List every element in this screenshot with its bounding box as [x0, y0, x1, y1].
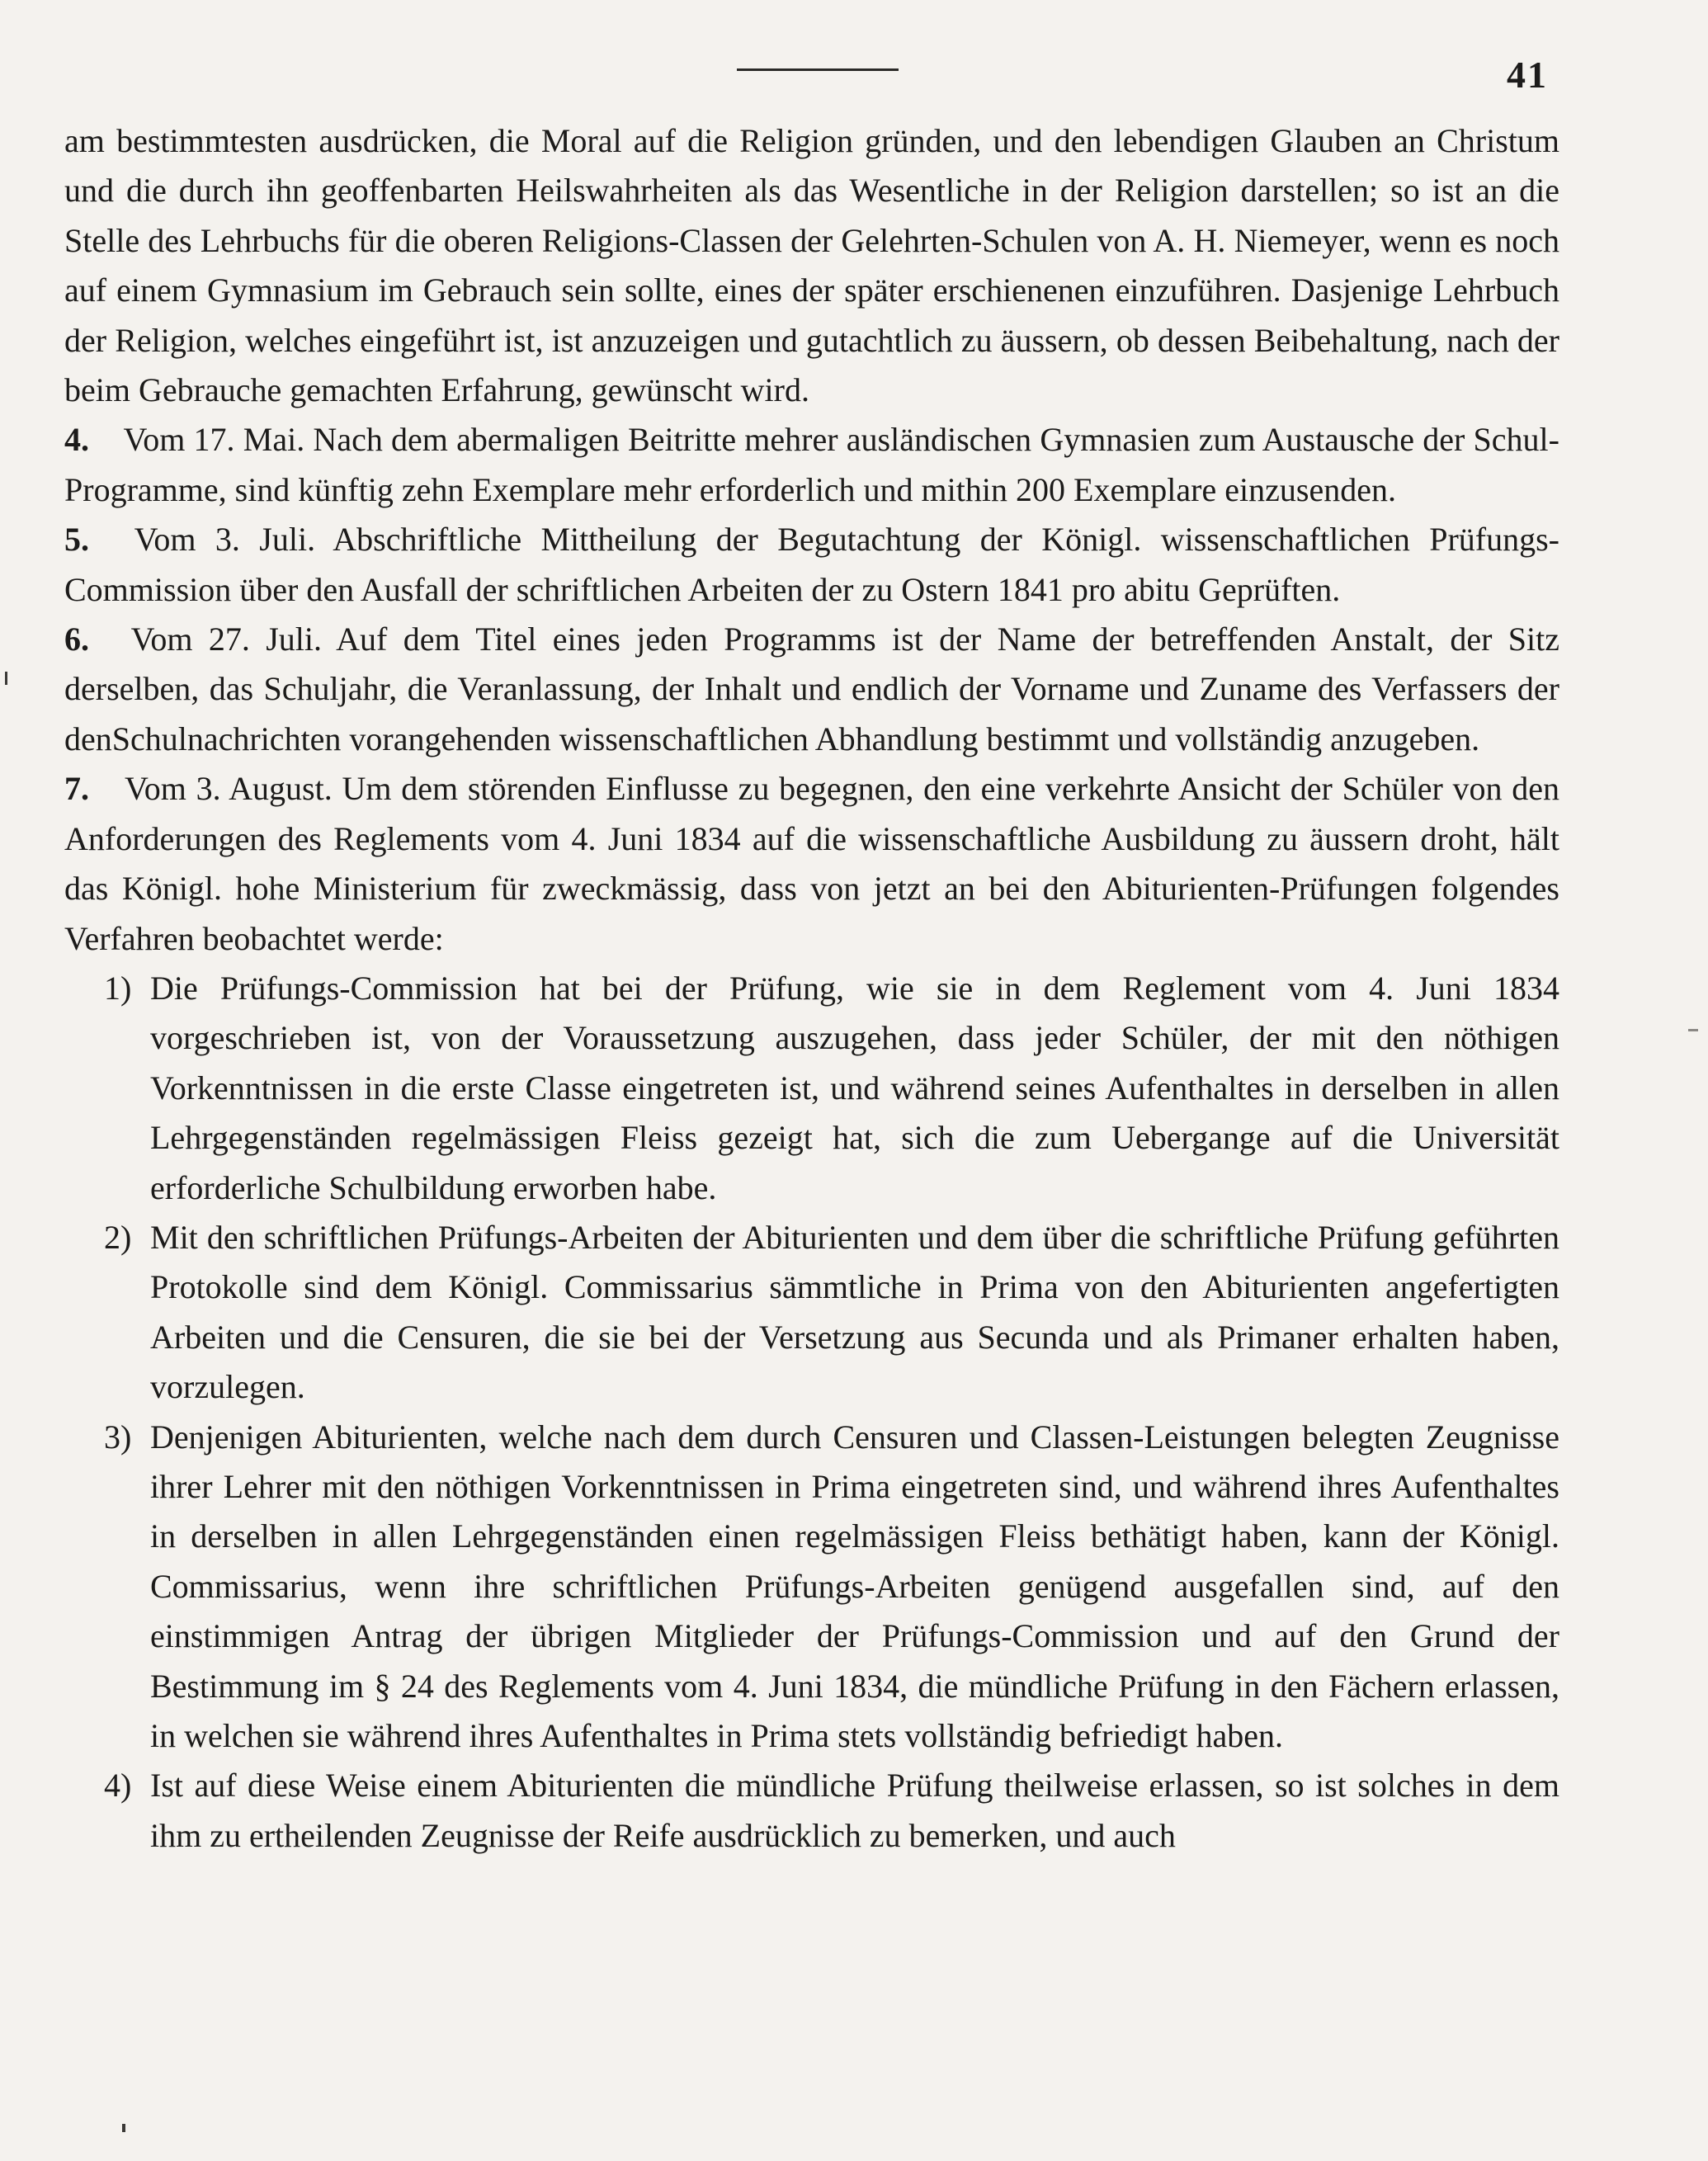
subitem-number: 1) [104, 969, 132, 1007]
paragraph-number: 6. [64, 620, 89, 658]
paragraph-4 [64, 415, 1559, 515]
subitem-number: 2) [104, 1218, 132, 1256]
paragraph-5 [64, 515, 1559, 615]
subitem-4 [64, 1761, 1559, 1861]
paragraph-7 [64, 764, 1559, 964]
paragraph-text: Vom 27. Juli. Auf dem Titel eines jeden Programms ist der Name der betreffenden Anstalt, der Sitz derselben, das Schuljahr, die Veranlassung, der Inhalt und endlich der Vorname und Zuname des Verfassers der denSchulnachrichten vorangehenden wissenschaftlichen Abhandlung bestimmt und vollständig anzugeben. [64, 620, 1559, 757]
paragraph-text: Vom 17. Mai. Nach dem abermaligen Beitritte mehrer ausländischen Gymnasien zum Austausche der Schul-Programme, sind künftig zehn Exemplare mehr erforderlich und mithin 200 Exemplare einzusenden. [64, 421, 1559, 508]
page-number: 41 [1507, 54, 1548, 96]
paragraph-text: Vom 3. Juli. Abschriftliche Mittheilung der Begutachtung der Königl. wissenschaftlichen Prüfungs-Commission über den Ausfall der schriftlichen Arbeiten der zu Ostern 1841 pro abitu Geprüften. [64, 521, 1559, 608]
paragraph-number: 5. [64, 521, 89, 559]
paragraph-number: 4. [64, 421, 89, 459]
paragraph-6 [64, 615, 1559, 764]
subitem-number: 4) [104, 1767, 132, 1805]
paragraph-continuation [64, 116, 1559, 415]
subitem-text: Mit den schriftlichen Prüfungs-Arbeiten der Abiturienten und dem über die schriftliche Prüfung geführten Protokolle sind dem Königl. Commissarius sämmtliche in Prima von den Abiturienten angefertigten Arbeiten und die Censuren, die sie bei der Versetzung aus Secunda und als Primaner erhalten haben, vorzulegen. [150, 1218, 1559, 1406]
subitem-2 [64, 1213, 1559, 1413]
paragraph-text: Vom 3. August. Um dem störenden Einflusse zu begegnen, den eine verkehrte Ansicht der Schüler von den Anforderungen des Reglements vom 4. Juni 1834 auf die wissenschaftliche Ausbildung zu äussern droht, hält das Königl. hohe Ministerium für zweckmässig, dass von jetzt an bei den Abiturienten-Prüfungen folgendes Verfahren beobachtet werde: [64, 770, 1560, 957]
margin-speck [122, 2124, 125, 2132]
subitem-3 [64, 1413, 1559, 1762]
margin-speck [5, 672, 7, 685]
subitem-number: 3) [104, 1418, 132, 1456]
subitem-text: Denjenigen Abiturienten, welche nach dem durch Censuren und Classen-Leistungen belegten Zeugnisse ihrer Lehrer mit den nöthigen Vorkenntnissen in Prima eingetreten sind, und während ihres Aufenthaltes in derselben in allen Lehrgegenständen einen regelmässigen Fleiss bethätigt haben, kann der Königl. Commissarius, wenn ihre schriftlichen Prüfungs-Arbeiten genügend ausgefallen sind, auf den einstimmigen Antrag der übrigen Mitglieder der Prüfungs-Commission und auf den Grund der Bestimmung im § 24 des Reglements vom 4. Juni 1834, die mündliche Prüfung in den Fächern erlassen, in welchen sie während ihres Aufenthaltes in Prima stets vollständig befriedigt haben. [150, 1418, 1559, 1754]
subitem-text: Ist auf diese Weise einem Abiturienten die mündliche Prüfung theilweise erlassen, so ist solches in dem ihm zu ertheilenden Zeugnisse der Reife ausdrücklich zu bemerken, und auch [150, 1767, 1559, 1854]
paragraph-text: am bestimmtesten ausdrücken, die Moral auf die Religion gründen, und den lebendigen Glauben an Christum und die durch ihn geoffenbarten Heilswahrheiten als das Wesentliche in der Religion darstellen; so ist an die Stelle des Lehrbuchs für die oberen Religions-Classen der Gelehrten-Schulen von A. H. Niemeyer, wenn es noch auf einem Gymnasium im Gebrauch sein sollte, eines der später erschienenen einzuführen. Dasjenige Lehrbuch der Religion, welches eingeführt ist, ist anzuzeigen und gutachtlich zu äussern, ob dessen Beibehaltung, nach der beim Gebrauche gemachten Erfahrung, gewünscht wird. [64, 122, 1559, 409]
header-rule [737, 68, 899, 71]
subitem-1 [64, 964, 1559, 1213]
paragraph-number: 7. [64, 770, 89, 808]
subitem-text: Die Prüfungs-Commission hat bei der Prüfung, wie sie in dem Reglement vom 4. Juni 1834 vorgeschrieben ist, von der Voraussetzung auszugehen, dass jeder Schüler, der mit den nöthigen Vorkenntnissen in die erste Classe eingetreten ist, und während seines Aufenthaltes in derselben in allen Lehrgegenständen regelmässigen Fleiss gezeigt hat, sich die zum Uebergange auf die Universität erforderliche Schulbildung erworben habe. [150, 969, 1559, 1206]
margin-speck [1688, 1029, 1698, 1031]
body-text [64, 116, 1559, 1861]
